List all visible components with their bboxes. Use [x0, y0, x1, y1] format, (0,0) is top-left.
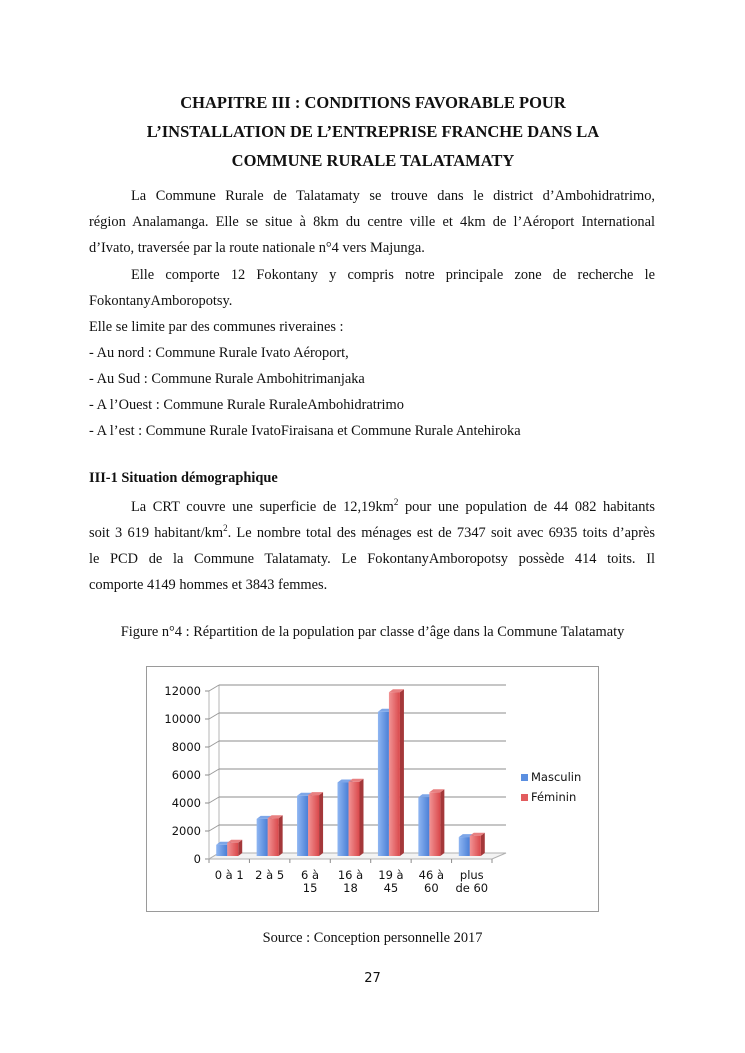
page-number: 27: [364, 971, 381, 986]
demography-paragraph: [89, 494, 655, 598]
x-tick-label: de 60: [455, 881, 489, 895]
y-tick-label: 8000: [171, 740, 201, 754]
x-tick-label: 19 à: [378, 868, 404, 882]
text-line: région Analamanga. Elle se situe à 8km du centre ville et 4km de l’Aéroport International: [89, 214, 655, 230]
limit-item: - A l’Ouest : Commune Rurale RuraleAmbohidratrimo: [89, 397, 404, 413]
bar-masculin: [459, 837, 470, 856]
population-chart: [146, 666, 599, 912]
bar-féminin: [429, 792, 440, 856]
legend-label: Masculin: [531, 770, 582, 784]
chapter-title-line: CHAPITRE III : CONDITIONS FAVORABLE POUR: [180, 93, 566, 112]
bar-masculin: [297, 796, 308, 856]
limits-intro: Elle se limite par des communes riveraines :: [89, 319, 344, 335]
x-tick-label: 16 à: [337, 868, 364, 882]
limits-list: [89, 314, 655, 444]
text-line: le PCD de la Commune Talatamaty. Le FokontanyAmboropotsy possède 414 toits. Il: [89, 551, 655, 567]
bar-féminin: [308, 795, 319, 856]
text-line: Elle comporte 12 Fokontany y compris notre principale zone de recherche le: [131, 267, 655, 283]
text-line: FokontanyAmboropotsy.: [89, 293, 233, 309]
legend-swatch: [521, 794, 528, 801]
text-line: d’Ivato, traversée par la route nationale n°4 vers Majunga.: [89, 240, 425, 256]
bar-masculin: [338, 783, 349, 857]
x-tick-label: 6 à: [301, 868, 320, 882]
y-tick-label: 0: [193, 852, 201, 866]
section-heading: III-1 Situation démographique: [89, 470, 278, 486]
bar-chart: [147, 667, 598, 911]
bar-masculin: [257, 819, 268, 856]
bar-féminin: [268, 818, 279, 856]
x-tick-label: 45: [383, 881, 399, 895]
bar-féminin: [470, 836, 481, 856]
y-tick-label: 12000: [164, 684, 201, 698]
text-line: La CRT couvre une superficie de 12,19km: [131, 499, 394, 515]
x-tick-label: 0 à 1: [214, 868, 244, 882]
bar-féminin: [389, 692, 400, 856]
superscript: 2: [223, 523, 228, 534]
limit-item: - Au nord : Commune Rurale Ivato Aéroport,: [89, 345, 349, 361]
x-tick-label: 46 à: [418, 868, 445, 882]
limit-item: - A l’est : Commune Rurale IvatoFiraisana et Commune Rurale Antehiroka: [89, 423, 521, 439]
x-tick-label: 15: [302, 881, 318, 895]
limit-item: - Au Sud : Commune Rurale Ambohitrimanjaka: [89, 371, 365, 387]
x-tick-label: 18: [343, 881, 358, 895]
text-line: comporte 4149 hommes et 3843 femmes.: [89, 577, 328, 593]
text-line: pour une population de 44 082 habitants: [398, 499, 655, 515]
chapter-title-line: L’INSTALLATION DE L’ENTREPRISE FRANCHE DANS LA: [146, 122, 600, 141]
text-line: La Commune Rurale de Talatamaty se trouve dans le district d’Ambohidratrimo,: [131, 188, 655, 204]
figure-caption: Figure n°4 : Répartition de la population par classe d’âge dans la Commune Talatamaty: [120, 624, 625, 640]
chapter-title-line: COMMUNE RURALE TALATAMATY: [231, 151, 515, 170]
bar-masculin: [418, 797, 429, 856]
y-tick-label: 10000: [164, 712, 201, 726]
legend-label: Féminin: [531, 790, 577, 804]
bar-féminin: [227, 843, 238, 856]
y-tick-label: 4000: [171, 796, 201, 810]
x-tick-label: 2 à 5: [255, 868, 285, 882]
bar-féminin: [349, 782, 360, 856]
intro-paragraph-2: [89, 262, 655, 314]
bar-masculin: [378, 712, 389, 856]
chapter-title: [88, 88, 658, 175]
superscript: 2: [393, 497, 399, 508]
intro-paragraph-1: [89, 183, 655, 261]
figure-source: Source : Conception personnelle 2017: [262, 930, 483, 946]
legend-swatch: [521, 774, 528, 781]
y-tick-label: 2000: [171, 824, 201, 838]
bar-masculin: [216, 845, 227, 856]
x-tick-label: 60: [424, 881, 439, 895]
text-line: . Le nombre total des ménages est de 7347 soit avec 6935 toits d’après: [227, 525, 656, 541]
y-tick-label: 6000: [171, 768, 201, 782]
x-tick-label: plus: [459, 868, 484, 882]
text-line: soit 3 619 habitant/km: [89, 525, 224, 541]
